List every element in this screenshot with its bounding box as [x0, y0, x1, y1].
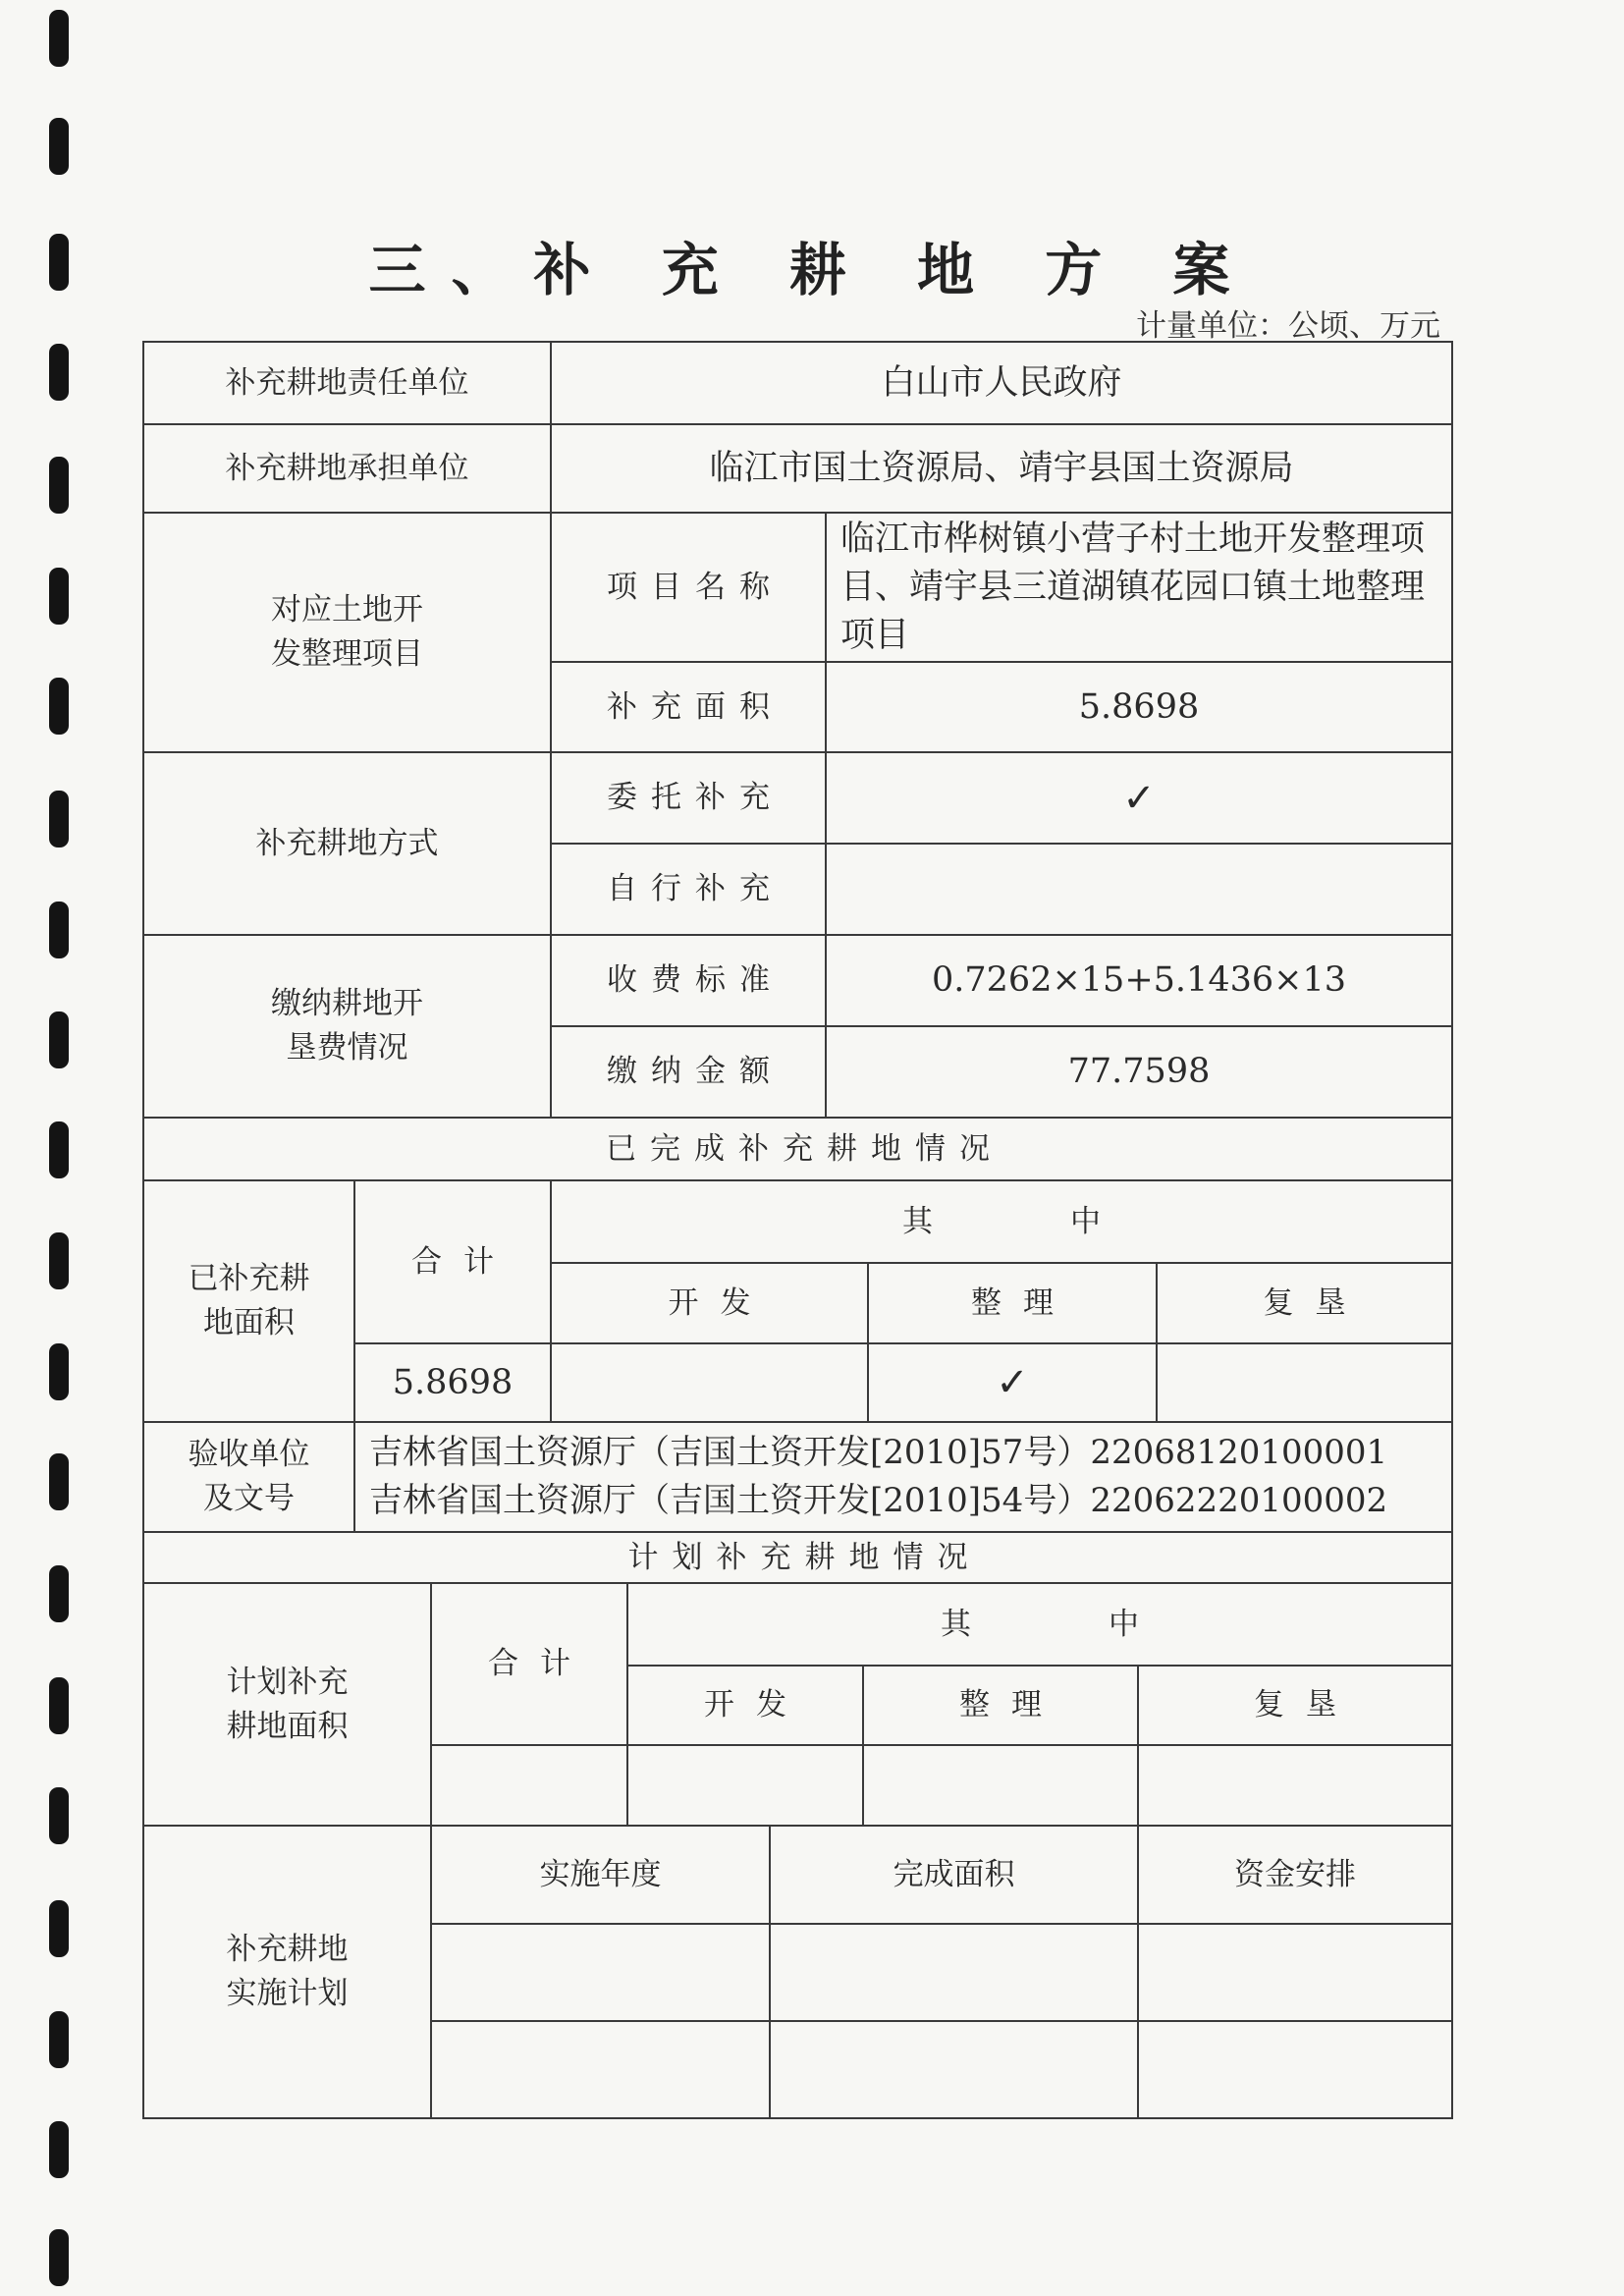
planned-header: 计划补充耕地情况 — [142, 1533, 1453, 1584]
acceptance-docs — [355, 1423, 1453, 1533]
entrust-label: 委托补充 — [552, 753, 827, 845]
completed-dev-value — [552, 1344, 869, 1423]
area-label: 补充面积 — [552, 663, 827, 753]
fee-standard-value: 0.7262×15+5.1436×13 — [827, 936, 1453, 1027]
project-name-label: 项目名称 — [552, 514, 827, 663]
entrust-check: ✓ — [827, 753, 1453, 845]
impl-col-area: 完成面积 — [771, 1827, 1139, 1925]
completed-dev-label: 开发 — [552, 1264, 869, 1344]
method-label: 补充耕地方式 — [142, 753, 552, 936]
planned-reclaim-label: 复垦 — [1139, 1667, 1453, 1746]
completed-total-label: 合计 — [355, 1181, 552, 1344]
page-title: 三、补 充 耕 地 方 案 — [368, 237, 1256, 303]
completed-of-which: 其中 — [552, 1181, 1453, 1264]
fee-amount-label: 缴纳金额 — [552, 1027, 827, 1119]
planned-reclaim-value — [1139, 1746, 1453, 1827]
binding-holes — [49, 0, 71, 2296]
impl-row-1-funds — [1139, 1925, 1453, 2022]
fee-label: 缴纳耕地开垦费情况 — [142, 936, 552, 1119]
acceptance-doc-1: 吉林省国土资源厅（吉国土资开发[2010]57号）22068120100001 — [369, 1432, 1388, 1472]
planned-of-which: 其中 — [628, 1584, 1453, 1667]
project-label: 对应土地开发整理项目 — [142, 514, 552, 753]
impl-col-year: 实施年度 — [432, 1827, 771, 1925]
area-value: 5.8698 — [827, 663, 1453, 753]
planned-area-label: 计划补充耕地面积 — [142, 1584, 432, 1827]
completed-area-label: 已补充耕地面积 — [142, 1181, 355, 1423]
completed-header: 已完成补充耕地情况 — [142, 1119, 1453, 1181]
planned-dev-value — [628, 1746, 864, 1827]
acceptance-label: 验收单位及文号 — [142, 1423, 355, 1533]
project-name-value: 临江市桦树镇小营子村土地开发整理项目、靖宇县三道湖镇花园口镇土地整理项目 — [827, 514, 1453, 663]
planned-dev-label: 开发 — [628, 1667, 864, 1746]
acceptance-doc-2: 吉林省国土资源厅（吉国土资开发[2010]54号）22062220100002 — [369, 1481, 1388, 1520]
completed-reclaim-label: 复垦 — [1158, 1264, 1453, 1344]
planned-total-label: 合计 — [432, 1584, 628, 1746]
fee-standard-label: 收费标准 — [552, 936, 827, 1027]
planned-reorg-value — [864, 1746, 1139, 1827]
impl-col-funds: 资金安排 — [1139, 1827, 1453, 1925]
responsible-value: 白山市人民政府 — [552, 341, 1453, 425]
self-label: 自行补充 — [552, 845, 827, 936]
impl-row-1-year — [432, 1925, 771, 2022]
impl-row-2-funds — [1139, 2022, 1453, 2119]
completed-total-value: 5.8698 — [355, 1344, 552, 1423]
responsible-label: 补充耕地责任单位 — [142, 341, 552, 425]
completed-reclaim-value — [1158, 1344, 1453, 1423]
planned-reorg-label: 整理 — [864, 1667, 1139, 1746]
self-value — [827, 845, 1453, 936]
completed-reorg-check: ✓ — [869, 1344, 1158, 1423]
planned-total-value — [432, 1746, 628, 1827]
supplement-farmland-form — [142, 341, 1453, 2119]
undertaker-value: 临江市国土资源局、靖宇县国土资源局 — [552, 425, 1453, 514]
unit-note: 计量单位：公顷、万元 — [1136, 308, 1440, 344]
completed-reorg-label: 整理 — [869, 1264, 1158, 1344]
undertaker-label: 补充耕地承担单位 — [142, 425, 552, 514]
implementation-label: 补充耕地实施计划 — [142, 1827, 432, 2119]
impl-row-2-year — [432, 2022, 771, 2119]
impl-row-1-area — [771, 1925, 1139, 2022]
fee-amount-value: 77.7598 — [827, 1027, 1453, 1119]
impl-row-2-area — [771, 2022, 1139, 2119]
